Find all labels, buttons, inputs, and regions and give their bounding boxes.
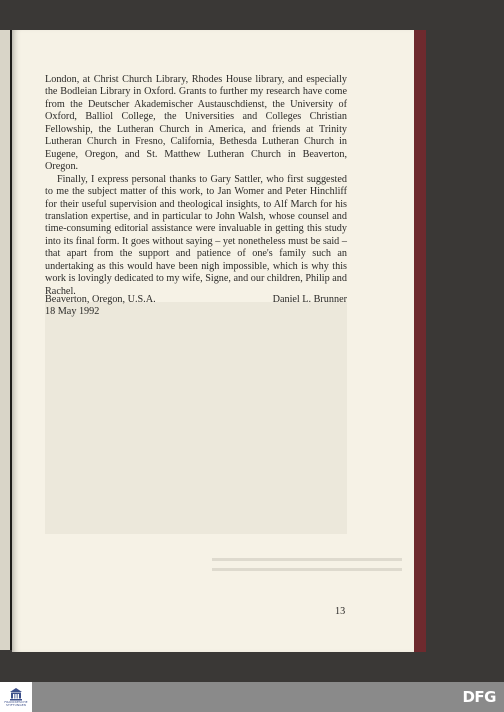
- building-icon: [9, 687, 23, 701]
- signoff: [45, 294, 347, 319]
- book-cover-edge: [412, 30, 426, 652]
- reverse-side-show-through: [45, 302, 347, 534]
- page-number: 13: [335, 606, 346, 617]
- dfg-logo[interactable]: DFG: [462, 688, 496, 706]
- body-text: [45, 74, 347, 298]
- signoff-date: 18 May 1992: [45, 306, 100, 318]
- reverse-side-text-shadow: [212, 558, 402, 580]
- logo-text: FRANCKESCHE STIFTUNGEN: [4, 699, 28, 707]
- franckesche-stiftungen-logo[interactable]: [0, 682, 32, 712]
- signoff-place: Beaverton, Oregon, U.S.A.: [45, 294, 156, 305]
- viewer-footer: [0, 682, 504, 712]
- book-page: [12, 30, 414, 652]
- signoff-author: Daniel L. Brunner: [272, 294, 347, 305]
- paragraph-personal-thanks: Finally, I express personal thanks to Gary Sattler, who first suggested to me the subject matter of this work, to Jan Womer and Peter Hinchliff for their useful supervision and theological insights, to Alf March for his translation expertise, and in particular to John Walsh, whose counsel and time-consuming editorial assistance were invaluable in getting this study into its final form. It goes without saying – yet nonetheless must be said – that apart from the support and patience of one's family such an undertaking as this would have been nigh impossible, which is why this work is lovingly dedicated to my wife, Signe, and our children, Philip and Rachel.: [45, 173, 347, 297]
- paragraph-acknowledgements: London, at Christ Church Library, Rhodes House library, and especially the Bodleian Library in Oxford. Grants to further my research have come from the Deutscher Akademischer Austauschdienst, the University of Oxford, Balliol College, the Universities and Colleges Christian Fellowship, the Lutheran Church in America, and friends at Trinity Lutheran Church in Fresno, California, Bethesda Lutheran Church in Eugene, Oregon, and St. Matthew Lutheran Church in Beaverton, Oregon.: [45, 74, 347, 173]
- facing-page-edge: [0, 30, 10, 650]
